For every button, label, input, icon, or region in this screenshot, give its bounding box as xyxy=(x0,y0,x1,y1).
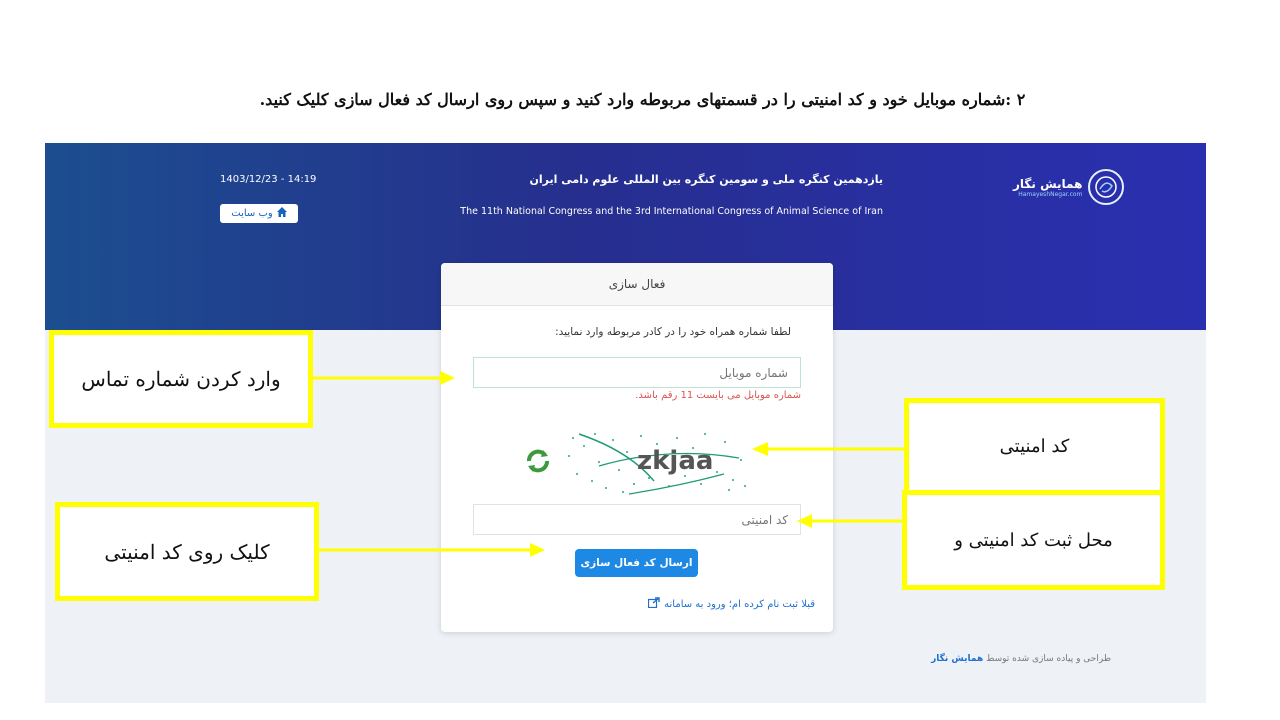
refresh-captcha-icon[interactable] xyxy=(525,448,551,474)
callout-click-send: کلیک روی کد امنیتی xyxy=(55,502,319,601)
home-icon xyxy=(277,207,287,220)
mobile-input[interactable] xyxy=(473,357,801,388)
website-label: وب سایت xyxy=(231,208,273,219)
logo-name: همایش نگار xyxy=(1013,176,1083,191)
callout-code-field: محل ثبت کد امنیتی و xyxy=(902,490,1165,590)
login-link[interactable] xyxy=(648,597,815,611)
logo-emblem-icon xyxy=(1088,169,1124,205)
instruction-heading: ۲ :شماره موبایل خود و کد امنیتی را در قسمتهای مربوطه وارد کنید و سپس روی ارسال کد فعال سازی کلیک کنید. xyxy=(259,90,1026,109)
share-arrow-icon xyxy=(648,597,660,611)
footer-brand-link[interactable]: همایش نگار xyxy=(931,654,984,664)
callout-enter-mobile: وارد کردن شماره تماس xyxy=(49,330,313,428)
website-button[interactable] xyxy=(220,204,298,223)
send-activation-code-button[interactable]: ارسال کد فعال سازی xyxy=(575,549,698,577)
callout-security-code: کد امنیتی xyxy=(904,398,1165,495)
card-title: فعال سازی xyxy=(441,263,833,306)
footer-credit: طراحی و پیاده سازی شده توسط همایش نگار xyxy=(931,654,1111,664)
captcha-image xyxy=(559,426,749,498)
activation-card xyxy=(441,263,833,632)
congress-title-fa: یازدهمین کنگره ملی و سومین کنگره بین المللی علوم دامی ایران xyxy=(529,173,883,186)
site-logo[interactable] xyxy=(1013,167,1128,207)
congress-title-en: The 11th National Congress and the 3rd International Congress of Animal Science of Iran xyxy=(460,206,883,217)
captcha-text: zkjaa xyxy=(637,446,714,476)
mobile-error: شماره موبایل می بایست 11 رقم باشد. xyxy=(635,390,801,401)
security-code-input[interactable] xyxy=(473,504,801,535)
login-link-label: قبلا ثبت نام کرده ام؛ ورود به سامانه xyxy=(664,598,815,610)
logo-url: HamayeshNegar.com xyxy=(1018,190,1083,198)
date-time: 1403/12/23 - 14:19 xyxy=(220,174,317,185)
mobile-prompt: لطفا شماره همراه خود را در کادر مربوطه وارد نمایید: xyxy=(555,326,791,338)
